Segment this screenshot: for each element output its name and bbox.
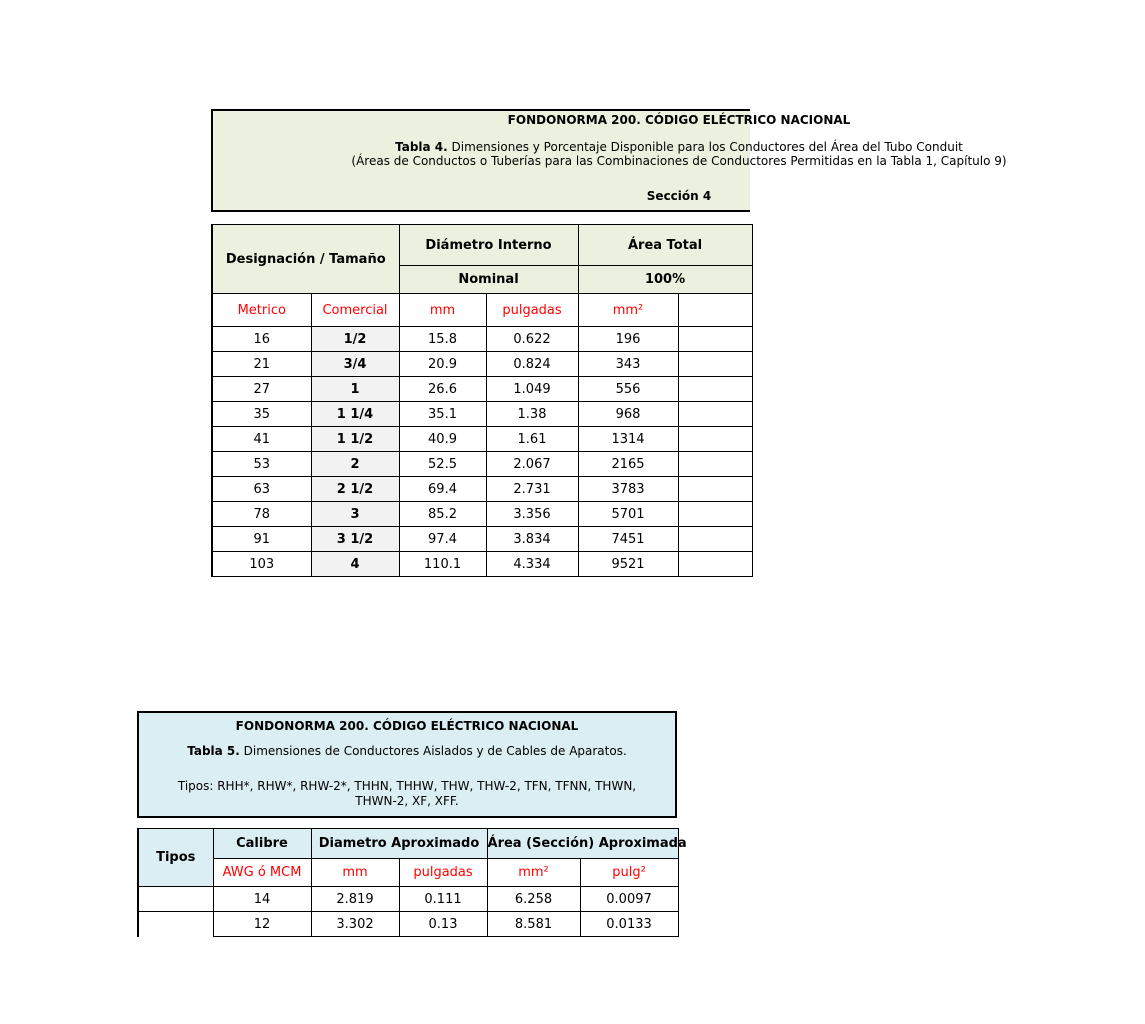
unit-comercial: Comercial	[311, 294, 399, 327]
table4-row	[212, 527, 752, 552]
cell-mm: 26.6	[399, 377, 486, 402]
cell-mm2: 6.258	[487, 887, 580, 912]
nominal-header: Nominal	[399, 266, 578, 294]
cell-mm2: 3783	[578, 477, 678, 502]
table5-title-block	[137, 711, 677, 818]
unit-pulg2: pulg²	[580, 859, 678, 887]
cell-hidden	[678, 427, 752, 452]
cell-pulgadas: 0.622	[486, 327, 578, 352]
cell-hidden	[678, 402, 752, 427]
cell-metrico: 35	[212, 402, 311, 427]
table4-row	[212, 427, 752, 452]
table4-row	[212, 402, 752, 427]
cell-metrico: 16	[212, 327, 311, 352]
cell-comercial: 3/4	[311, 352, 399, 377]
cell-hidden	[678, 452, 752, 477]
cell-comercial: 4	[311, 552, 399, 577]
cell-hidden	[678, 502, 752, 527]
table4-row	[212, 452, 752, 477]
diametro-aproximado-header: Diametro Aproximado	[311, 829, 487, 859]
cell-pulgadas: 4.334	[486, 552, 578, 577]
cell-mm: 35.1	[399, 402, 486, 427]
table4-label: Tabla 4.	[395, 140, 448, 154]
cell-pulg2: 0.0097	[580, 887, 678, 912]
table4-row	[212, 352, 752, 377]
cell-mm2: 9521	[578, 552, 678, 577]
table5-wrap	[137, 828, 687, 938]
tipos-header: Tipos	[138, 829, 213, 887]
cell-mm2: 2165	[578, 452, 678, 477]
diametro-interno-header: Diámetro Interno	[399, 225, 578, 266]
cell-pulgadas: 1.049	[486, 377, 578, 402]
area-total-header: Área Total	[578, 225, 752, 266]
cell-mm2: 7451	[578, 527, 678, 552]
table4-row	[212, 477, 752, 502]
cell-pulgadas: 0.13	[399, 912, 487, 937]
cell-mm: 52.5	[399, 452, 486, 477]
table5-label: Tabla 5.	[187, 744, 240, 758]
cell-calibre: 12	[213, 912, 311, 937]
cell-tipo	[138, 912, 213, 937]
cell-hidden	[678, 377, 752, 402]
cell-hidden	[678, 552, 752, 577]
cell-mm2: 1314	[578, 427, 678, 452]
cell-mm: 3.302	[311, 912, 399, 937]
unit-pulgadas: pulgadas	[399, 859, 487, 887]
unit-mm2: mm²	[578, 294, 678, 327]
cell-hidden	[678, 527, 752, 552]
cell-mm: 40.9	[399, 427, 486, 452]
cell-hidden	[678, 327, 752, 352]
cell-metrico: 21	[212, 352, 311, 377]
cell-pulgadas: 0.111	[399, 887, 487, 912]
table5-row	[138, 887, 678, 912]
cell-mm: 85.2	[399, 502, 486, 527]
table5	[137, 828, 687, 937]
cell-comercial: 1 1/2	[311, 427, 399, 452]
cell-pulgadas: 2.067	[486, 452, 578, 477]
table4	[211, 224, 753, 577]
cell-mm: 69.4	[399, 477, 486, 502]
unit-mm: mm	[399, 294, 486, 327]
cell-comercial: 1 1/4	[311, 402, 399, 427]
table5-title-line2	[139, 744, 675, 758]
table4-row	[212, 377, 752, 402]
table4-row	[212, 327, 752, 352]
table4-row	[212, 552, 752, 577]
cell-mm: 20.9	[399, 352, 486, 377]
cell-mm: 2.819	[311, 887, 399, 912]
cell-calibre: 14	[213, 887, 311, 912]
cell-comercial: 2 1/2	[311, 477, 399, 502]
designacion-header: Designación / Tamaño	[212, 225, 399, 294]
cell-pulgadas: 1.38	[486, 402, 578, 427]
cell-mm: 110.1	[399, 552, 486, 577]
cell-comercial: 1	[311, 377, 399, 402]
cell-mm2: 196	[578, 327, 678, 352]
cell-pulgadas: 0.824	[486, 352, 578, 377]
cell-metrico: 91	[212, 527, 311, 552]
table4-title-line3: (Áreas de Conductos o Tuberías para las Combinaciones de Conductores Permitidas en la Tabla 1, Capítulo 9)	[351, 154, 1007, 168]
cell-pulg2: 0.0133	[580, 912, 678, 937]
cell-metrico: 27	[212, 377, 311, 402]
unit-mm2: mm²	[487, 859, 580, 887]
cell-pulgadas: 2.731	[486, 477, 578, 502]
cell-mm: 15.8	[399, 327, 486, 352]
cell-pulgadas: 3.356	[486, 502, 578, 527]
cell-metrico: 78	[212, 502, 311, 527]
table5-row	[138, 912, 678, 937]
table4-caption: Dimensiones y Porcentaje Disponible para los Conductores del Área del Tubo Conduit	[447, 140, 963, 154]
table4-title-line2	[213, 140, 1145, 154]
cell-mm2: 968	[578, 402, 678, 427]
unit-mm: mm	[311, 859, 399, 887]
table4-title-line1: FONDONORMA 200. CÓDIGO ELÉCTRICO NACIONAL	[507, 113, 851, 127]
pct100-header: 100%	[578, 266, 752, 294]
table5-title-line1: FONDONORMA 200. CÓDIGO ELÉCTRICO NACIONAL	[235, 719, 579, 733]
cell-pulgadas: 3.834	[486, 527, 578, 552]
cell-metrico: 41	[212, 427, 311, 452]
cell-mm: 97.4	[399, 527, 486, 552]
cell-tipo	[138, 887, 213, 912]
cell-metrico: 53	[212, 452, 311, 477]
table4-row	[212, 502, 752, 527]
cell-mm2: 5701	[578, 502, 678, 527]
calibre-header: Calibre	[213, 829, 311, 859]
table5-caption: Dimensiones de Conductores Aislados y de Cables de Aparatos.	[239, 744, 627, 758]
table5-tipos-line: Tipos: RHH*, RHW*, RHW-2*, THHN, THHW, THW, THW-2, TFN, TFNN, THWN, THWN-2, XF, XFF.	[177, 779, 637, 808]
unit-metrico: Metrico	[212, 294, 311, 327]
table4-title-line4: Sección 4	[646, 189, 712, 203]
cell-mm2: 343	[578, 352, 678, 377]
cell-comercial: 3 1/2	[311, 527, 399, 552]
cell-mm2: 556	[578, 377, 678, 402]
cell-hidden	[678, 477, 752, 502]
cell-mm2: 8.581	[487, 912, 580, 937]
table4-title-clip	[213, 111, 1007, 210]
cell-comercial: 1/2	[311, 327, 399, 352]
cell-pulgadas: 1.61	[486, 427, 578, 452]
cell-hidden	[678, 352, 752, 377]
table4-title-block	[211, 109, 1007, 212]
unit-hidden	[678, 294, 752, 327]
table4-wrap	[211, 224, 703, 580]
cell-comercial: 2	[311, 452, 399, 477]
unit-pulgadas: pulgadas	[486, 294, 578, 327]
cell-comercial: 3	[311, 502, 399, 527]
area-aproximada-header: Área (Sección) Aproximada	[487, 829, 678, 859]
cell-metrico: 63	[212, 477, 311, 502]
unit-awg: AWG ó MCM	[213, 859, 311, 887]
cell-metrico: 103	[212, 552, 311, 577]
